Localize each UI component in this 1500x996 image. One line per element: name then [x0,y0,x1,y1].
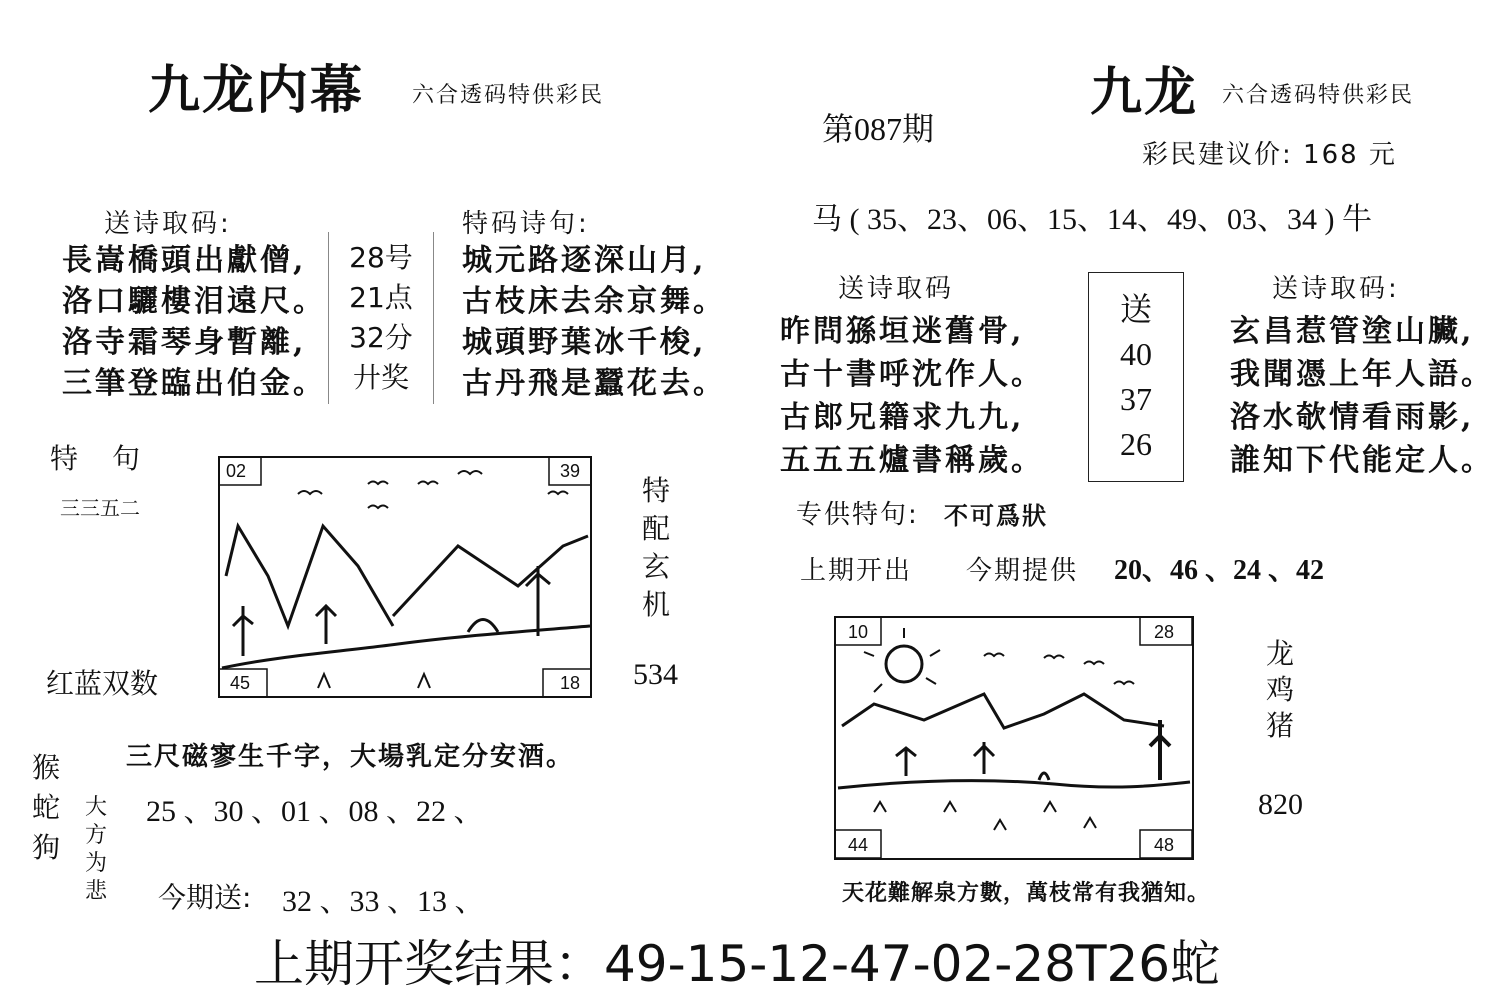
right-box-line: 26 [1120,426,1152,462]
special-poem [462,240,726,404]
this-period-numbers: 20、46 、24 、42 [1114,555,1325,586]
right-poem-left-line: 古郎兄籍求九九, [780,400,1025,435]
this-period-label: 今期提供 [966,556,1079,586]
landscape-drawing [834,616,1194,860]
left-numbers-row: 25 、30 、01 、08 、22 、 [146,795,484,828]
left-landscape-picture [218,456,592,698]
animals-vertical [26,748,66,868]
special-value: 不可爲狀 [944,501,1048,530]
right-center-box [1088,272,1184,482]
te-ju-value: 三三五二 [60,496,140,520]
left-poem-line: 洛寺霜琴身暫離, [62,325,307,360]
side-char: 配 [641,512,670,545]
left-subtitle: 六合透码特供彩民 [412,83,605,108]
side-char: 机 [641,588,670,621]
phrase-char: 方 [84,823,107,848]
right-pic-corner-br: 48 [1154,835,1175,855]
right-poem-left-line: 古十書呼沈作人。 [780,357,1044,392]
right-landscape-picture [834,616,1194,860]
left-side-vertical [636,472,676,624]
left-pic-corner-br: 18 [560,673,581,693]
right-poem-header-left: 送诗取码 [838,274,955,304]
right-poem-right-line: 玄昌惹管塗山臟, [1230,314,1475,349]
phrase-vertical [80,794,112,906]
special-poem-header: 特码诗句: [462,209,590,239]
right-poem-left [780,310,1044,482]
phrase-char: 大 [84,795,107,820]
special-poem-line: 城元路逐深山月, [462,243,707,278]
right-verse: 天花難解泉方數，萬枝常有我猶知。 [842,880,1211,906]
right-poem-right-line: 洛水欹情看雨影, [1230,400,1475,435]
right-poem-left-line: 昨問猻垣迷舊骨, [780,314,1025,349]
red-blue-value: 534 [633,658,678,691]
left-pic-corner-tl: 02 [226,461,247,481]
animal-char: 狗 [31,831,60,864]
send-label: 今期送: [158,881,252,914]
right-subtitle: 六合透码特供彩民 [1222,83,1415,108]
right-pic-corner-tl: 10 [848,622,869,642]
side-char: 鸡 [1265,673,1294,706]
side-char: 玄 [641,550,670,583]
phrase-char: 悲 [84,879,107,904]
right-box-line: 送 [1119,291,1152,327]
side-char: 猪 [1265,709,1294,742]
send-numbers: 32 、33 、13 、 [282,885,485,918]
special-poem-line: 城頭野葉冰千梭, [462,325,707,360]
right-pic-corner-bl: 44 [848,835,869,855]
side-char: 特 [641,474,670,507]
animal-char: 猴 [31,751,60,784]
right-box-line: 37 [1120,381,1152,417]
right-side-number: 820 [1258,788,1303,821]
right-side-vertical [1260,636,1300,744]
center-box-line: 32分 [349,321,413,354]
special-poem-line: 古枝床去余京舞。 [462,284,726,319]
price: 彩民建议价: 168 元 [1142,140,1397,170]
animal-char: 蛇 [31,791,60,824]
right-pic-corner-tr: 28 [1154,622,1175,642]
left-poem-line: 洛口驪樓泪遠尺。 [62,284,326,319]
left-poem-line: 三筆登臨出伯金。 [62,366,326,401]
right-title: 九龙 [1090,62,1199,123]
left-verse: 三尺磁寥生千字，大場乳定分安酒。 [126,742,575,772]
right-poem-right-line: 誰知下代能定人。 [1230,443,1494,478]
special-poem-line: 古丹飛是蠶花去。 [462,366,726,401]
center-box-line: 廾奖 [352,361,409,394]
footer-last-result: 上期开奖结果：49-15-12-47-02-28T26蛇 [254,935,1221,993]
right-poem-right [1230,310,1494,482]
left-poem-header: 送诗取码: [104,209,232,239]
phrase-char: 为 [84,851,107,876]
left-pic-corner-tr: 39 [560,461,581,481]
left-center-box [328,232,434,404]
center-box-line: 21点 [349,281,413,314]
horse-line: 马 ( 35、23、06、15、14、49、03、34 ) 牛 [812,203,1372,236]
right-poem-right-line: 我聞憑上年人語。 [1230,357,1494,392]
right-poem-left-line: 五五五爐書稱歲。 [780,443,1044,478]
left-poem-line: 長嵩橋頭出獻僧, [62,243,307,278]
left-poem [62,240,326,404]
issue-number: 第087期 [822,111,935,147]
left-pic-corner-bl: 45 [230,673,251,693]
te-ju-label: 特 句 [50,442,144,475]
landscape-drawing [218,456,592,698]
left-title: 九龙内幕 [148,60,365,121]
right-box-line: 40 [1120,336,1152,372]
last-period-label: 上期开出 [800,556,913,586]
right-poem-header-right: 送诗取码: [1272,274,1400,304]
side-char: 龙 [1265,637,1294,670]
center-box-line: 28号 [349,241,413,274]
red-blue-label: 红蓝双数 [46,667,159,700]
special-label: 专供特句: [796,500,919,530]
